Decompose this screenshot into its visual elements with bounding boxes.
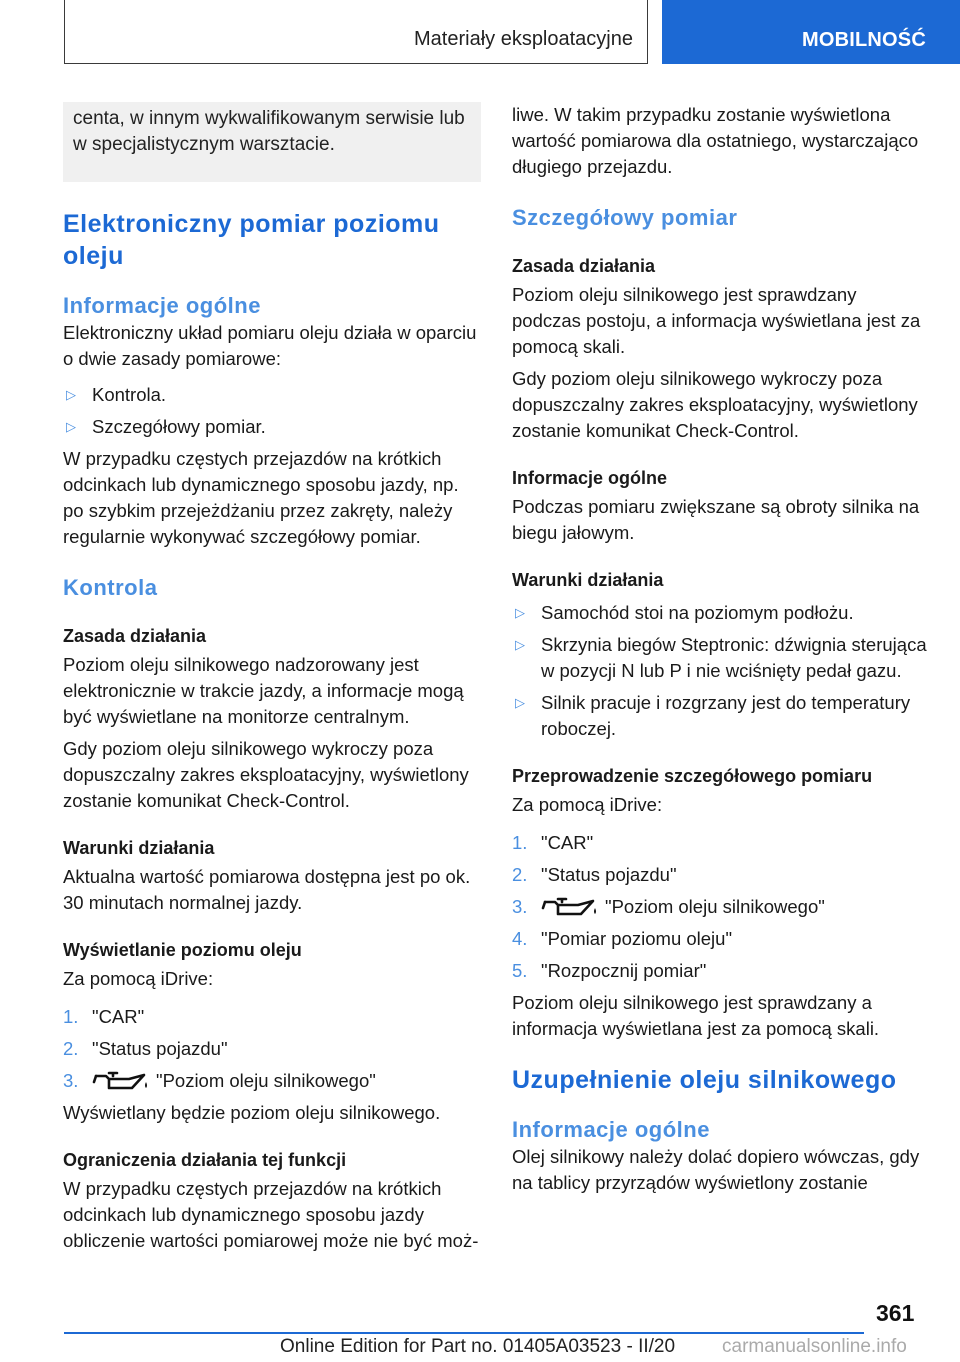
paragraph: Olej silnikowy należy dolać dopiero wówczas, gdy na tablicy przyrządów wyświetlony zostanie	[512, 1146, 920, 1193]
bullet-icon: ▷	[515, 695, 525, 710]
paragraph: Podczas pomiaru zwiększane są obroty silnika na biegu jałowym.	[512, 496, 920, 543]
bullet-icon: ▷	[515, 637, 525, 652]
heading-principle: Zasada działania	[63, 626, 207, 646]
oil-can-icon	[541, 895, 599, 917]
page-header	[0, 0, 960, 66]
chapter-tab[interactable]	[662, 0, 960, 64]
heading-principle: Zasada działania	[512, 256, 656, 276]
paragraph: W przypadku częstych przejazdów na krótkich odcinkach lub dynamicznego sposobu jazdy obliczenie wartości pomiarowej może nie być moż-	[63, 1178, 479, 1251]
paragraph: Wyświetlany będzie poziom oleju silnikowego.	[63, 1102, 441, 1123]
list-item: ▷ Samochód stoi na poziomym podłożu.	[512, 600, 930, 626]
oil-can-icon	[92, 1069, 150, 1091]
paragraph: Gdy poziom oleju silnikowego wykroczy poza dopuszczalny zakres eksploatacyjny, wyświetlony zostanie komunikat Check-Control.	[63, 738, 469, 811]
heading-kontrola: Kontrola	[63, 575, 158, 600]
heading-oil-level-display: Wyświetlanie poziomu oleju	[63, 940, 302, 960]
list-item: 2. "Status pojazdu"	[512, 864, 677, 885]
list-item: 1. "CAR"	[63, 1006, 145, 1027]
section-title-text: Materiały eksploatacyjne	[414, 28, 633, 50]
paragraph: Poziom oleju silnikowego jest sprawdzany podczas postoju, a informacja wyświetlana jest za pomocą skali.	[512, 284, 921, 357]
paragraph: Za pomocą iDrive:	[63, 968, 214, 989]
heading-add-engine-oil: Uzupełnienie oleju silnikowego	[512, 1066, 897, 1094]
note-box	[63, 102, 481, 182]
paragraph: Gdy poziom oleju silnikowego wykroczy poza dopuszczalny zakres eksploatacyjny, wyświetlony zostanie komunikat Check-Control.	[512, 368, 918, 441]
paragraph: Elektroniczny układ pomiaru oleju działa w oparciu o dwie zasady pomiarowe:	[63, 322, 477, 369]
heading-limitations: Ograniczenia działania tej funkcji	[63, 1150, 347, 1170]
list-item: ▷ Skrzynia biegów Steptronic: dźwignia sterująca w pozycji N lub P i nie wciśnięty pedał gazu.	[512, 632, 930, 684]
bullet-icon: ▷	[515, 605, 525, 620]
heading-perform-measurement: Przeprowadzenie szczegółowego pomiaru	[512, 766, 873, 786]
edition-text: Online Edition for Part no. 01405A03523 - II/20	[280, 1336, 676, 1357]
heading-electronic-oil-measurement: Elektroniczny pomiar poziomu oleju	[63, 210, 440, 270]
paragraph: Poziom oleju silnikowego jest sprawdzany a informacja wyświetlana jest za pomocą skali.	[512, 992, 880, 1039]
left-column	[63, 102, 481, 1254]
heading-general-info: Informacje ogólne	[512, 1117, 710, 1142]
list-item: 3. "Poziom oleju silnikowego"	[63, 1070, 376, 1091]
heading-conditions: Warunki działania	[512, 570, 664, 590]
section-title	[64, 0, 648, 64]
footer-divider	[64, 1332, 864, 1334]
bullet-icon: ▷	[66, 387, 76, 402]
list-item: 1. "CAR"	[512, 832, 594, 853]
heading-conditions: Warunki działania	[63, 838, 215, 858]
chapter-tab-text: MOBILNOŚĆ	[801, 29, 926, 51]
list-item: ▷ Silnik pracuje i rozgrzany jest do temperatury roboczej.	[512, 690, 930, 742]
heading-general-info: Informacje ogólne	[63, 293, 261, 318]
list-item: 2. "Status pojazdu"	[63, 1038, 228, 1059]
page-number: 361	[876, 1300, 915, 1326]
paragraph: Poziom oleju silnikowego nadzorowany jest elektronicznie w trakcie jazdy, a informacje mogą być wyświetlane na monitorze centralnym.	[63, 654, 464, 727]
list-item: 4. "Pomiar poziomu oleju"	[512, 928, 733, 949]
list-item: ▷ Szczegółowy pomiar.	[63, 414, 481, 440]
paragraph: Za pomocą iDrive:	[512, 794, 663, 815]
bullet-icon: ▷	[66, 419, 76, 434]
note-text: centa, w innym wykwalifikowanym serwisie lub w specjalistycznym warsztacie.	[73, 108, 465, 155]
paragraph: Aktualna wartość pomiarowa dostępna jest po ok. 30 minutach normalnej jazdy.	[63, 866, 471, 913]
paragraph: liwe. W takim przypadku zostanie wyświetlona wartość pomiarowa dla ostatniego, wystarczająco długiego przejazdu.	[512, 104, 919, 177]
watermark: carmanualsonline.info	[722, 1336, 907, 1357]
right-column	[512, 102, 930, 1196]
heading-general-info: Informacje ogólne	[512, 468, 668, 488]
heading-detailed-measurement: Szczegółowy pomiar	[512, 205, 738, 230]
list-item: 5. "Rozpocznij pomiar"	[512, 960, 707, 981]
paragraph: W przypadku częstych przejazdów na krótkich odcinkach lub dynamicznego sposobu jazdy, np. po szybkim przejeżdżaniu przez zakręty, należy regularnie wykonywać szczegółowy pomiar.	[63, 448, 459, 547]
list-item: 3. "Poziom oleju silnikowego"	[512, 896, 825, 917]
list-item: ▷ Kontrola.	[63, 382, 481, 408]
